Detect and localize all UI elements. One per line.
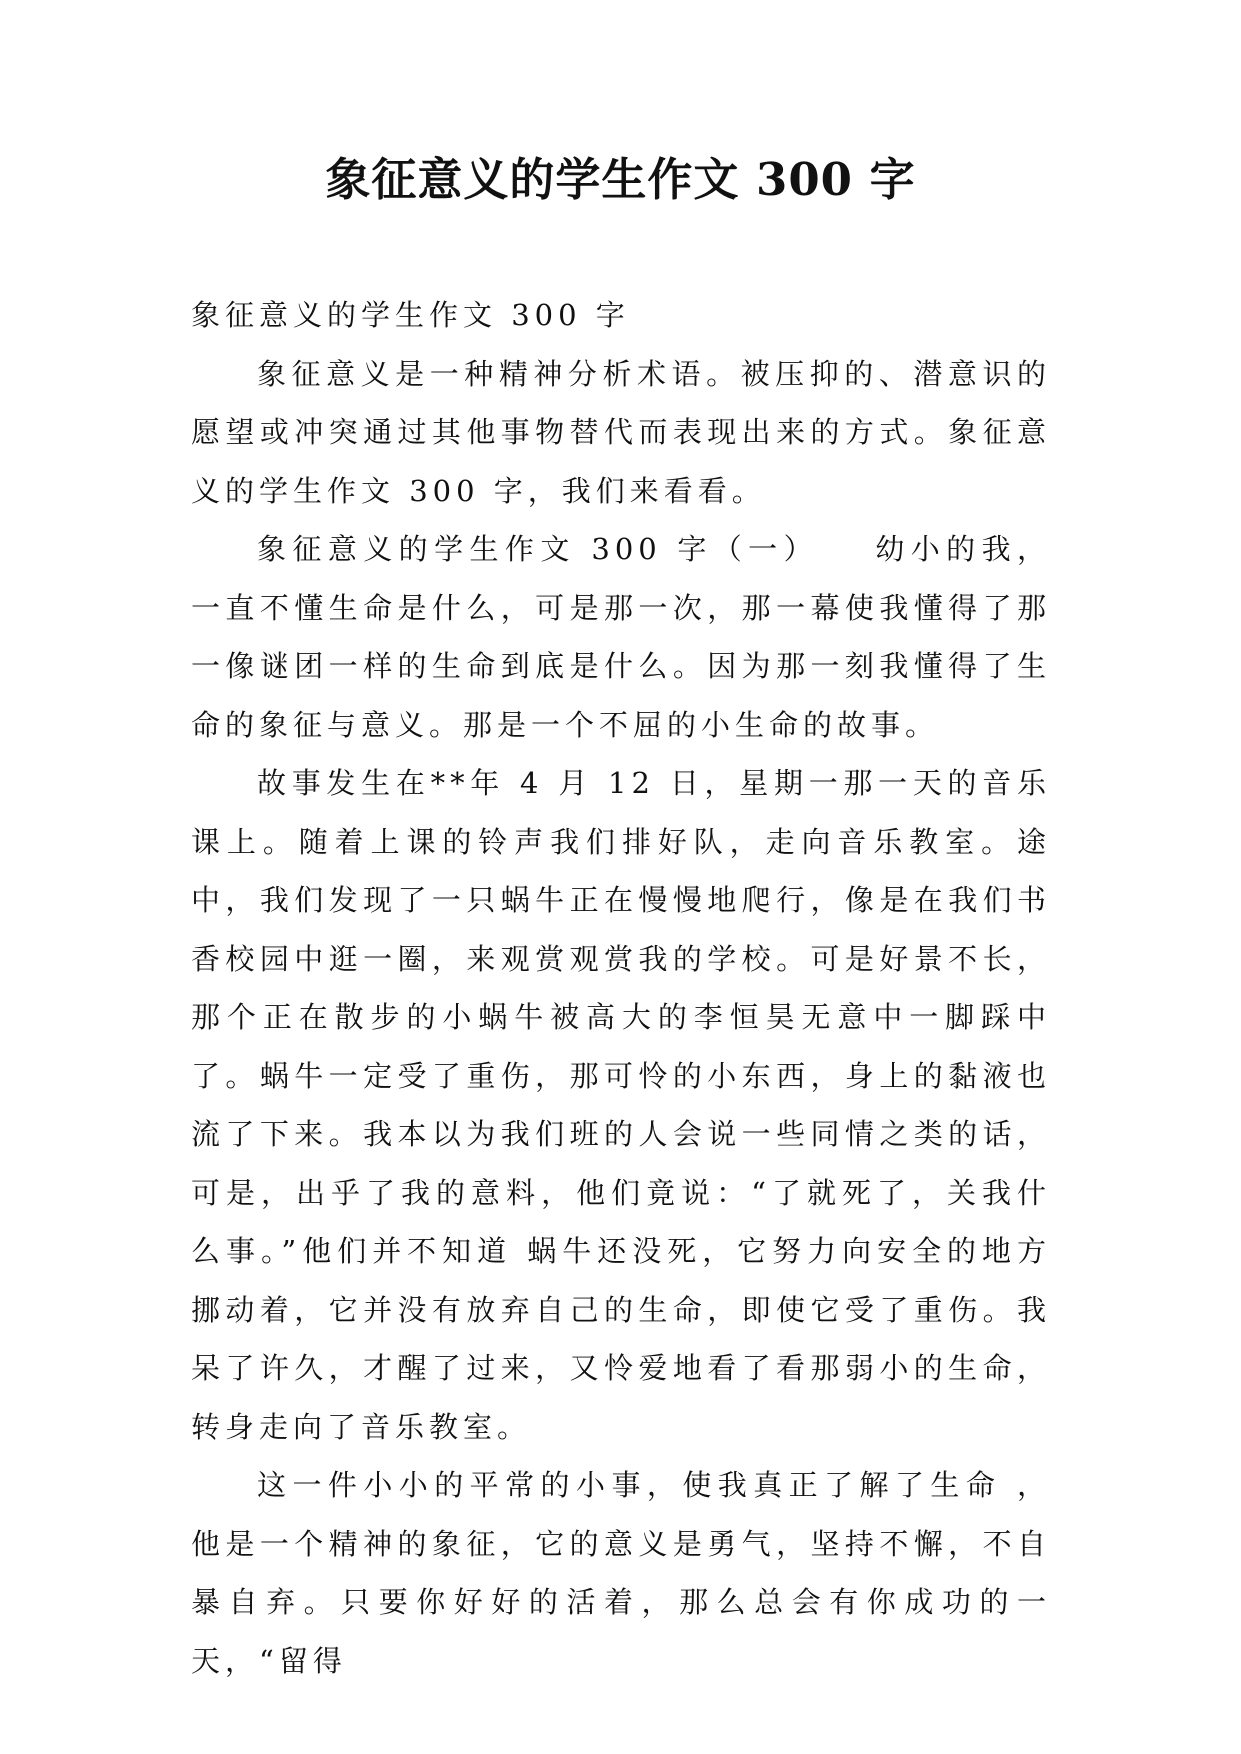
document-title: 象征意义的学生作文 300 字 bbox=[325, 153, 916, 206]
essay-one-opening-paragraph: 象征意义的学生作文 300 字（一） 幼小的我，一直不懂生命是什么，可是那一次，那一幕使我懂得了那一像谜团一样的生命到底是什么。因为那一刻我懂得了生命的象征与意义。那是一个不屈的小生命的故事。 bbox=[191, 532, 1051, 742]
intro-paragraph: 象征意义是一种精神分析术语。被压抑的、潜意识的愿望或冲突通过其他事物替代而表现出来的方式。象征意义的学生作文 300 字，我们来看看。 bbox=[191, 356, 1051, 508]
subtitle-paragraph: 象征意义的学生作文 300 字 bbox=[191, 298, 630, 332]
story-paragraph: 故事发生在**年 4 月 12 日，星期一那一天的音乐课上。随着上课的铃声我们排好队，走向音乐教室。途中，我们发现了一只蜗牛正在慢慢地爬行，像是在我们书香校园中逛一圈，来观赏观赏我的学校。可是好景不长，那个正在散步的小蜗牛被高大的李恒昊无意中一脚踩中了。蜗牛一定受了重伤，那可怜的小东西，身上的黏液也流了下来。我本以为我们班的人会说一些同情之类的话，可是，出乎了我的意料，他们竟说：“了就死了，关我什么事。”他们并不知道 蜗牛还没死，它努力向安全的地方挪动着，它并没有放弃自己的生命，即使它受了重伤。我呆了许久，才醒了过来，又怜爱地看了看那弱小的生命，转身走向了音乐教室。 bbox=[191, 766, 1051, 1444]
reflection-paragraph: 这一件小小的平常的小事，使我真正了解了生命 ，他是一个精神的象征，它的意义是勇气，坚持不懈，不自暴自弃。只要你好好的活着，那么总会有你成功的一天，“留得 bbox=[191, 1468, 1051, 1678]
document-body bbox=[191, 286, 1051, 1690]
